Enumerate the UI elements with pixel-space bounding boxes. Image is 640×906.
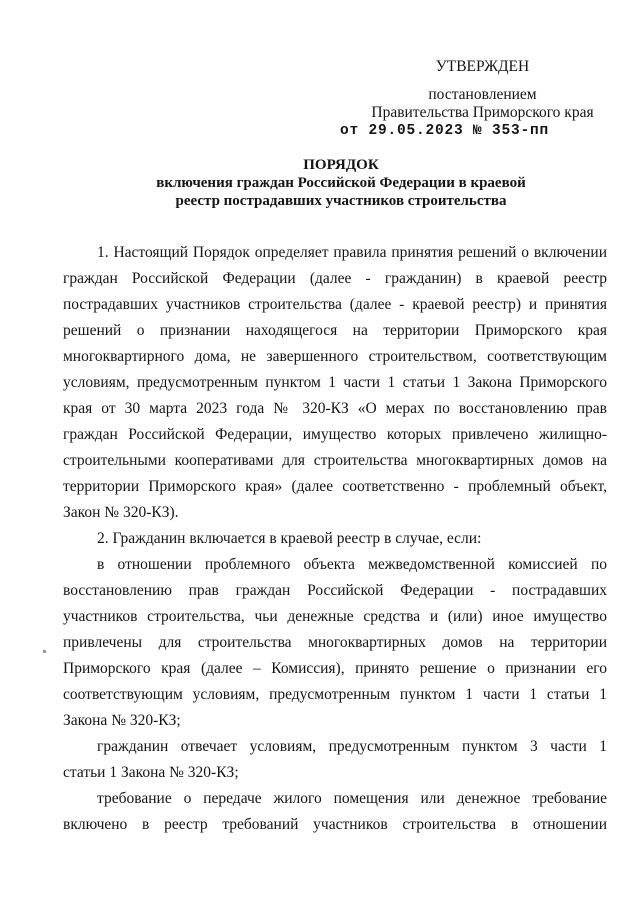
text-line: Закон № 320-КЗ).	[63, 504, 179, 521]
text-line: восстановлению прав граждан Российской Федерации - пострадавших	[63, 582, 607, 599]
text-line: территории Приморского края» (далее соответственно - проблемный объект,	[63, 478, 607, 495]
text-line: пострадавших участников строительства (далее - краевой реестр) и принятия	[63, 296, 607, 313]
approval-authority-line: Правительства Приморского края	[371, 104, 594, 121]
text-line: граждан Российской Федерации, имущество которых привлечено жилищно-	[63, 426, 607, 443]
text-line: включено в реестр требований участников строительства в отношении	[63, 816, 607, 833]
text-line: условиям, предусмотренным пунктом 1 части 1 статьи 1 Закона Приморского	[63, 374, 607, 391]
body-text	[63, 240, 607, 838]
text-line: граждан Российской Федерации (далее - гражданин) в краевой реестр	[63, 270, 607, 287]
text-line: Приморского края (далее – Комиссия), принято решение о признании его	[63, 660, 607, 677]
text-line: статьи 1 Закона № 320-КЗ;	[63, 764, 239, 781]
text-line: многоквартирного дома, не завершенного строительством, соответствующим	[63, 348, 607, 365]
approval-by-line: постановлением	[428, 86, 537, 103]
text-line: решений о признании находящегося на территории Приморского края	[63, 322, 607, 339]
text-line: участников строительства, чьи денежные средства и (или) иное имущество	[63, 608, 607, 625]
scan-artifact-speck	[43, 650, 46, 653]
text-line: в отношении проблемного объекта межведомственной комиссией по	[97, 556, 607, 573]
title-line-2: включения граждан Российской Федерации в краевой	[156, 175, 526, 191]
text-line: 1. Настоящий Порядок определяет правила принятия решений о включении	[97, 244, 607, 261]
approval-block	[340, 58, 595, 140]
text-line: строительными кооперативами для строительства многоквартирных домов на	[63, 452, 607, 469]
text-line: привлечены для строительства многоквартирных домов на территории	[63, 634, 607, 651]
text-line: соответствующим условиям, предусмотренным пунктом 1 части 1 статьи 1	[63, 686, 607, 703]
approval-stamp-word: УТВЕРЖДЕН	[435, 58, 530, 75]
text-line: требование о передаче жилого помещения или денежное требование	[97, 790, 607, 807]
text-line: 2. Гражданин включается в краевой реестр в случае, если:	[97, 530, 482, 547]
title-line-1: ПОРЯДОК	[303, 157, 379, 173]
text-line: Закона № 320-КЗ;	[63, 712, 181, 729]
text-line: края от 30 марта 2023 года № 320-КЗ «О мерах по восстановлению прав	[63, 400, 607, 417]
approval-date-number-line: от 29.05.2023 № 353-пп	[340, 123, 550, 139]
title-line-3: реестр пострадавших участников строительства	[175, 193, 507, 209]
text-line: гражданин отвечает условиям, предусмотренным пунктом 3 части 1	[97, 738, 607, 755]
document-title	[69, 156, 613, 210]
